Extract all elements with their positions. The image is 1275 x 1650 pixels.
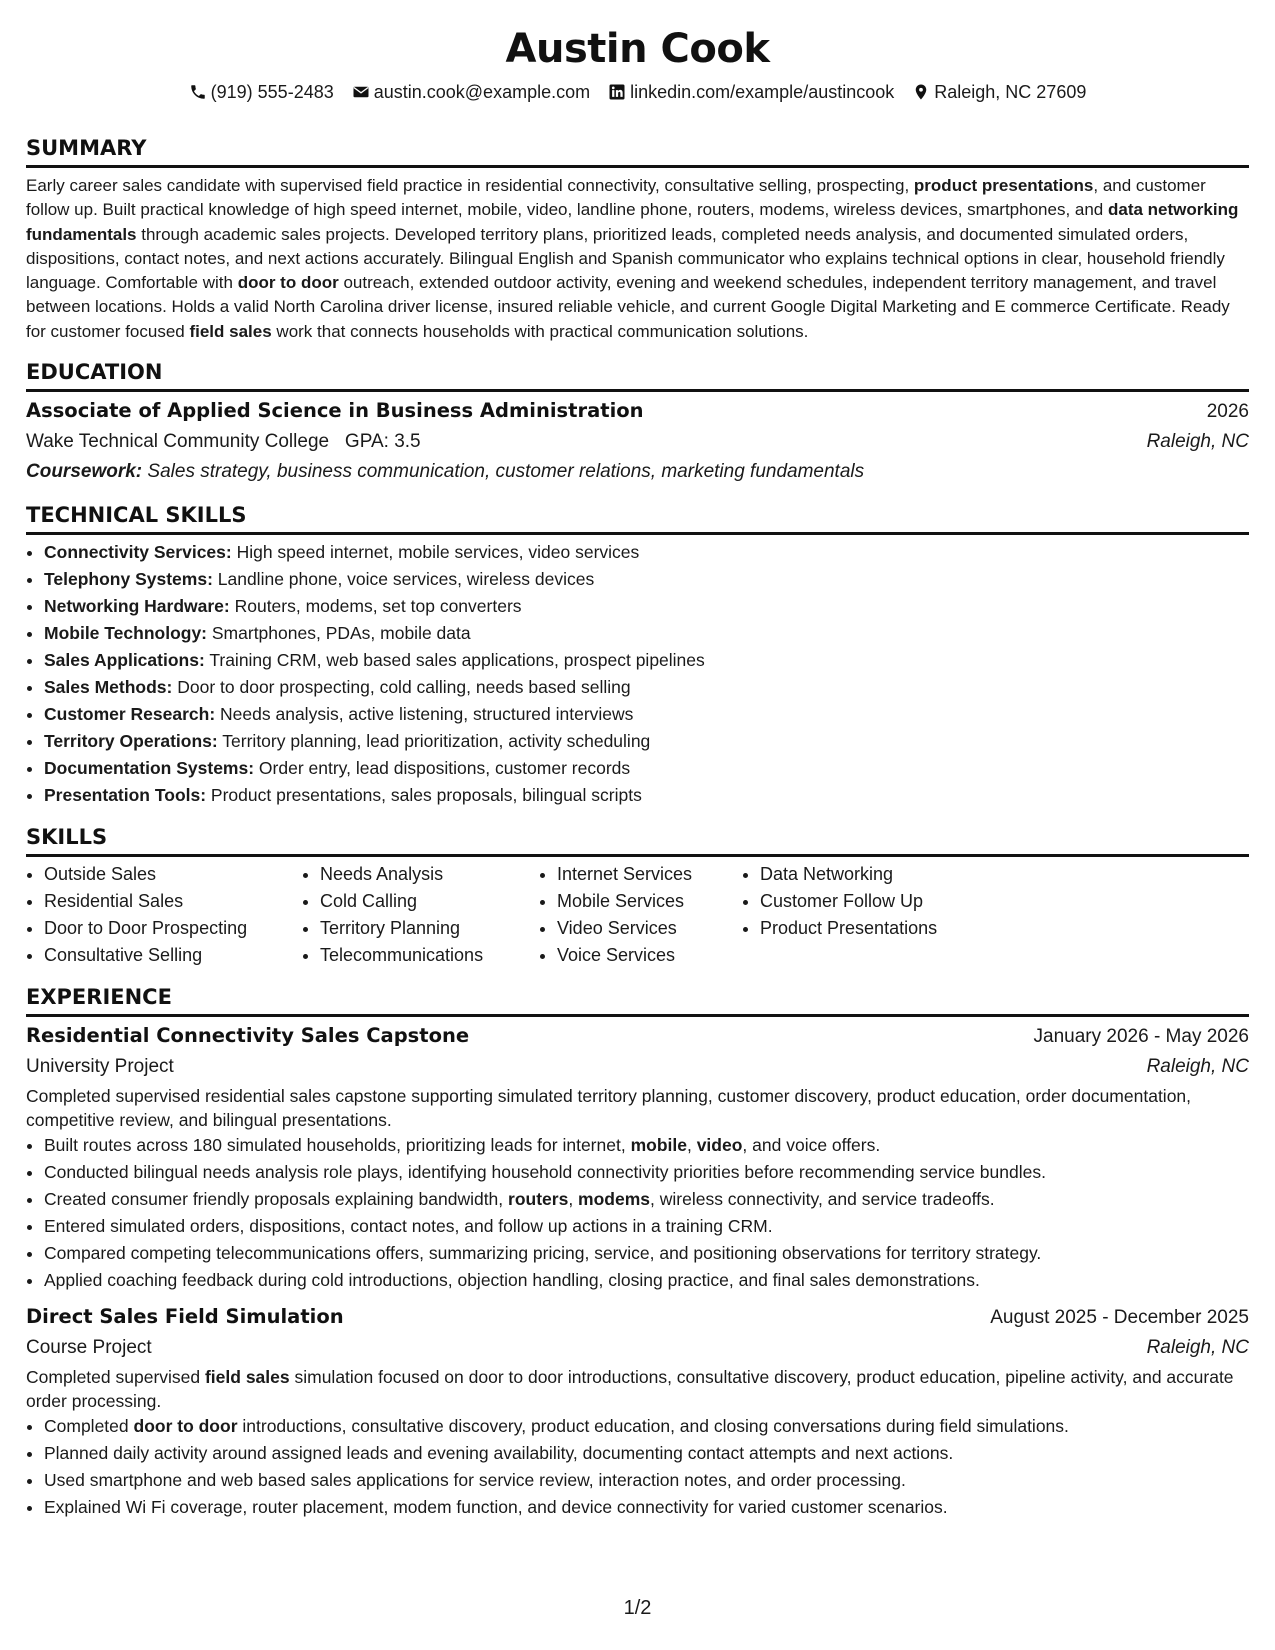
contact-linkedin[interactable]: [608, 82, 894, 103]
list-item: • Cold Calling: [320, 888, 539, 915]
skills-section: [26, 823, 1249, 969]
page-number: 1/2: [623, 1597, 652, 1619]
skills-heading: SKILLS: [26, 823, 1249, 857]
skills-column: [539, 861, 742, 969]
skills-column: [302, 861, 539, 969]
email-text: austin.cook@example.com: [373, 81, 591, 102]
job-dates: January 2026 - May 2026: [1033, 1026, 1249, 1048]
list-item: • Documentation Systems: Order entry, lead dispositions, customer records: [44, 755, 1249, 782]
list-item: • Networking Hardware: Routers, modems, set top converters: [44, 593, 1249, 620]
education-section: [26, 358, 1249, 487]
job-subtitle: Course Project: [26, 1337, 152, 1359]
list-item: • Used smartphone and web based sales applications for service review, interaction notes, and order processing.: [44, 1467, 1249, 1494]
list-item: • Voice Services: [557, 942, 742, 969]
list-item: • Telephony Systems: Landline phone, voice services, wireless devices: [44, 566, 1249, 593]
list-item: • Video Services: [557, 915, 742, 942]
list-item: • Residential Sales: [44, 888, 302, 915]
list-item: • Consultative Selling: [44, 942, 302, 969]
location-text: Raleigh, NC 27609: [934, 81, 1087, 102]
candidate-name: Austin Cook: [505, 26, 770, 72]
list-item: • Presentation Tools: Product presentations, sales proposals, bilingual scripts: [44, 782, 1249, 809]
list-item: • Built routes across 180 simulated households, prioritizing leads for internet, mobile, video, and voice offers.: [44, 1132, 1249, 1159]
job-subtitle: University Project: [26, 1056, 174, 1078]
degree-title: Associate of Applied Science in Business Administration: [26, 399, 644, 423]
contact-phone[interactable]: [189, 82, 334, 103]
job-title: Residential Connectivity Sales Capstone: [26, 1024, 470, 1048]
degree-year: 2026: [1206, 401, 1249, 423]
education-heading: EDUCATION: [26, 358, 1249, 392]
job-bullets: [26, 1132, 1249, 1294]
contact-email[interactable]: [352, 82, 590, 103]
linkedin-icon: [608, 83, 626, 101]
gpa: GPA: 3.5: [344, 431, 421, 453]
list-item: • Outside Sales: [44, 861, 302, 888]
list-item: • Compared competing telecommunications offers, summarizing pricing, service, and positioning observations for territory strategy.: [44, 1240, 1249, 1267]
list-item: • Completed door to door introductions, consultative discovery, product education, and closing conversations during field simulations.: [44, 1413, 1249, 1440]
list-item: • Conducted bilingual needs analysis role plays, identifying household connectivity priorities before recommending service bundles.: [44, 1159, 1249, 1186]
list-item: • Data Networking: [760, 861, 980, 888]
list-item: • Connectivity Services: High speed internet, mobile services, video services: [44, 539, 1249, 566]
job-title: Direct Sales Field Simulation: [26, 1305, 344, 1329]
list-item: • Telecommunications: [320, 942, 539, 969]
summary-heading: SUMMARY: [26, 134, 1249, 168]
list-item: • Applied coaching feedback during cold introductions, objection handling, closing practice, and final sales demonstrations.: [44, 1267, 1249, 1294]
technical-skills-section: [26, 501, 1249, 809]
job-bullets: [26, 1413, 1249, 1521]
skills-column: [742, 861, 980, 969]
summary-section: [26, 134, 1249, 344]
school-name: Wake Technical Community College: [26, 431, 330, 453]
list-item: • Created consumer friendly proposals explaining bandwidth, routers, modems, wireless connectivity, and service tradeoffs.: [44, 1186, 1249, 1213]
list-item: • Sales Methods: Door to door prospecting, cold calling, needs based selling: [44, 674, 1249, 701]
technical-skills-heading: TECHNICAL SKILLS: [26, 501, 1249, 535]
list-item: • Customer Follow Up: [760, 888, 980, 915]
job-location: Raleigh, NC: [1146, 1337, 1249, 1359]
job-location: Raleigh, NC: [1146, 1056, 1249, 1078]
list-item: • Mobile Services: [557, 888, 742, 915]
job-description: Completed supervised residential sales capstone supporting simulated territory planning, customer discovery, product education, order documentation, competitive review, and bilingual presentations.: [26, 1086, 1192, 1131]
skills-grid: [26, 861, 1249, 969]
contact-location: [912, 82, 1086, 103]
job-dates: August 2025 - December 2025: [990, 1307, 1249, 1329]
list-item: • Explained Wi Fi coverage, router placement, modem function, and device connectivity for varied customer scenarios.: [44, 1494, 1249, 1521]
experience-heading: EXPERIENCE: [26, 983, 1249, 1017]
experience-entry: [26, 1302, 1249, 1521]
phone-text: (919) 555-2483: [210, 81, 334, 102]
list-item: • Sales Applications: Training CRM, web based sales applications, prospect pipelines: [44, 647, 1249, 674]
experience-section: [26, 983, 1249, 1521]
coursework: Coursework: Sales strategy, business communication, customer relations, marketing fundamentals: [26, 461, 865, 483]
list-item: • Planned daily activity around assigned leads and evening availability, documenting contact attempts and next actions.: [44, 1440, 1249, 1467]
phone-icon: [189, 83, 207, 101]
map-pin-icon: [912, 83, 930, 101]
linkedin-text: linkedin.com/example/austincook: [630, 81, 895, 102]
job-description: Completed supervised field sales simulation focused on door to door introductions, consultative discovery, product education, pipeline activity, and accurate order processing.: [26, 1367, 1234, 1412]
summary-text: Early career sales candidate with supervised field practice in residential connectivity, consultative selling, prospecting, product presentations, and customer follow up. Built practical knowledge of high speed internet, mobile, video, landline phone, routers, modems, wireless devices, smartphones, and data networking fundamentals through academic sales projects. Developed territory plans, prioritized leads, completed needs analysis, and documented simulated orders, dispositions, contact notes, and next actions accurately. Bilingual English and Spanish communicator who explains technical options in clear, household friendly language. Comfortable with door to door outreach, extended outdoor activity, evening and weekend schedules, independent territory management, and travel between locations. Holds a valid North Carolina driver license, insured reliable vehicle, and current Google Digital Marketing and E commerce Certificate. Ready for customer focused field sales work that connects households with practical communication solutions.: [26, 176, 1239, 341]
list-item: • Product Presentations: [760, 915, 980, 942]
list-item: • Territory Operations: Territory planning, lead prioritization, activity scheduling: [44, 728, 1249, 755]
envelope-icon: [352, 83, 370, 101]
list-item: • Customer Research: Needs analysis, active listening, structured interviews: [44, 701, 1249, 728]
list-item: • Needs Analysis: [320, 861, 539, 888]
contact-line: [26, 78, 1249, 106]
list-item: • Entered simulated orders, dispositions, contact notes, and follow up actions in a training CRM.: [44, 1213, 1249, 1240]
list-item: • Mobile Technology: Smartphones, PDAs, mobile data: [44, 620, 1249, 647]
list-item: • Internet Services: [557, 861, 742, 888]
school-location: Raleigh, NC: [1146, 431, 1249, 453]
skills-column: [26, 861, 302, 969]
experience-entry: [26, 1021, 1249, 1294]
technical-skills-list: [26, 539, 1249, 809]
school-line: [26, 427, 421, 457]
list-item: • Door to Door Prospecting: [44, 915, 302, 942]
resume-page: [26, 20, 1249, 1521]
list-item: • Territory Planning: [320, 915, 539, 942]
